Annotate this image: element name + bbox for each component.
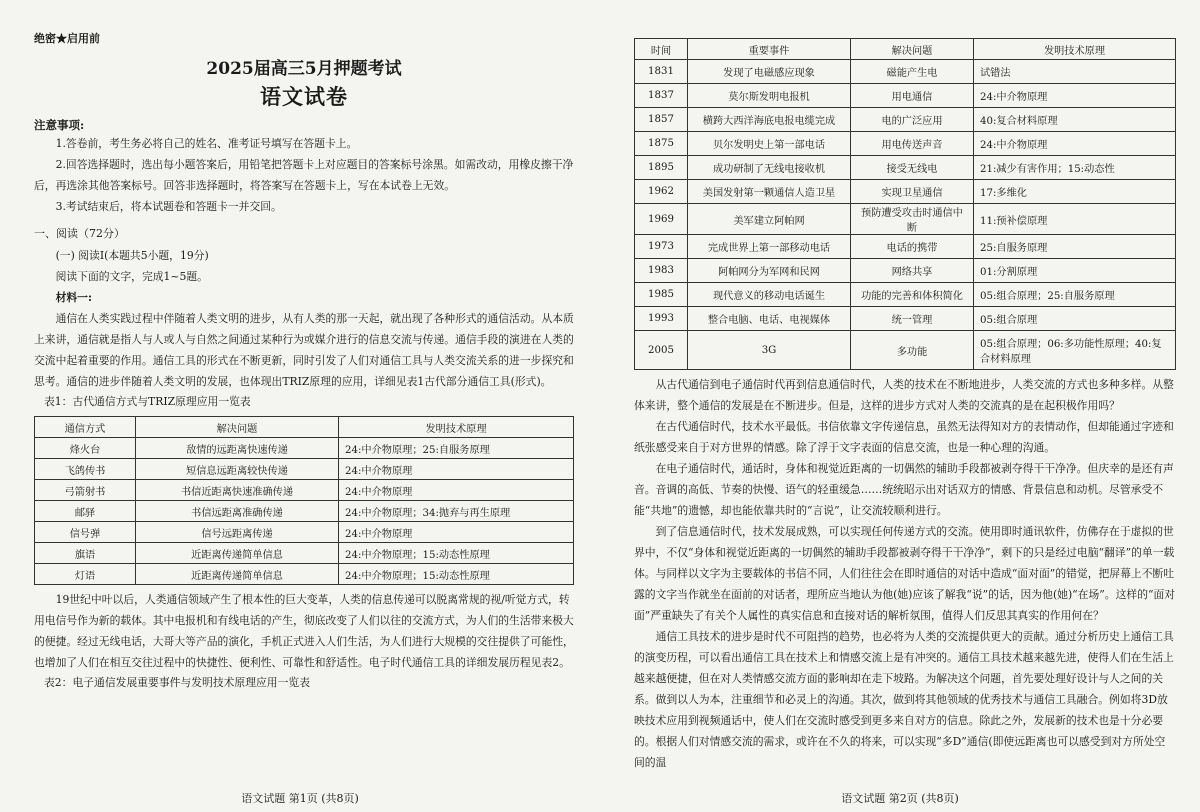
paragraph: 通信工具技术的进步是时代不可阻挡的趋势，也必将为人类的交流提供更大的贡献。通过分析历史上通信工具的演变历程，可以看出通信工具在技术上和情感交流上是有冲突的。通信工具技术越来越先进，使得人们在生活上越来越便捷，但在对人类情感交流方面的影响却在走下坡路。为解决这个问题，首先要处理好设计与人之间的关系。做到以人为本，注重细节和必灵上的沟通。其次，做到将其他领域的优秀技术与通信工具融合。例如将3D放映技术应用到视频通话中，使人们在交流时感受到更多来自对方的信息。除此之外，发展新的技术也是十分必要的。根据人们对情感交流的需求，或许在不久的将来，可以实现“多D”通信(即使远距离也可以感受到对方所处空间的温: [634, 630, 1174, 769]
table-cell: 多功能: [851, 331, 974, 370]
table-cell: 完成世界上第一部移动电话: [688, 235, 851, 259]
paragraph: 在电子通信时代，通话时，身体和视觉近距离的一切偶然的辅助手段都被剥夺得干干净净。但庆幸的是还有声音。音调的高低、节奏的快慢、语气的轻重缓急……统统昭示出对话双方的情感、背景信息和动机。尽管承受不能“共地”的遗憾，却也能依靠共时的“言说”，让交流较顺利进行。: [634, 462, 1174, 517]
table-row: [635, 132, 1176, 156]
table-cell: 接受无线电: [851, 156, 974, 180]
table-cell: 1973: [635, 235, 688, 259]
paragraph: 从古代通信到电子通信时代再到信息通信时代，人类的技术在不断地进步，人类交流的方式也多种多样。从整体来讲，整个通信的发展是在不断进步。但是，这样的进步方式对人类的交流真的是在起积极作用吗？: [634, 378, 1174, 412]
table-cell: 1875: [635, 132, 688, 156]
table-cell: 预防遭受攻击时通信中断: [851, 204, 974, 235]
instruction: 阅读下面的文字，完成1~5题。: [55, 270, 208, 283]
notes-title: 注意事项:: [34, 118, 85, 132]
table-cell: 实现卫星通信: [851, 180, 974, 204]
table-cell: 信号弹: [35, 522, 136, 543]
exam-subject: 语文试卷: [260, 84, 348, 109]
page-footer: 语文试题 第2页 (共8页): [841, 792, 959, 805]
table-cell: 烽火台: [35, 438, 136, 459]
table-header: 解决问题: [136, 417, 339, 438]
table-row: [35, 543, 574, 564]
table-cell: 电话的携带: [851, 235, 974, 259]
table-cell: 24:中介物原理: [974, 132, 1176, 156]
table-row: [35, 522, 574, 543]
table-cell: 现代意义的移动电话诞生: [688, 283, 851, 307]
paragraph: 在古代通信时代，技术水平最低。书信依靠文字传递信息，虽然无法得知对方的表情动作，但却能通过字迹和纸张感受来自于对方世界的情感。除了浮于文字表面的信息交流，也是一种心理的沟通。: [634, 420, 1174, 454]
table-cell: 1837: [635, 84, 688, 108]
table-cell: 1831: [635, 60, 688, 84]
table-cell: 24:中介物原理；15:动态性原理: [339, 564, 574, 585]
table-cell: 01:分割原理: [974, 259, 1176, 283]
table-cell: 书信远距离准确传递: [136, 501, 339, 522]
table1-caption: 表1：古代通信方式与TRIZ原理应用一览表: [44, 395, 251, 408]
table-cell: 25:自服务原理: [974, 235, 1176, 259]
table-cell: 11:预补偿原理: [974, 204, 1176, 235]
table-cell: 1969: [635, 204, 688, 235]
note-item: 2.回答选择题时，选出每小题答案后，用铅笔把答题卡上对应题目的答案标号涂黑。如需改动，用橡皮擦干净后，再选涂其他答案标号。回答非选择题时，将答案写在答题卡上，写在本试卷上无效。: [34, 158, 574, 192]
paragraph: 19世纪中叶以后，人类通信领域产生了根本性的巨大变革，人类的信息传递可以脱离常规的视/听觉方式，转用电信号作为新的载体。其中电报机和有线电话的产生，彻底改变了人们以往的交流方式，为人们的生活带来极大的便捷。经过无线电话，大哥大等产品的演化，手机正式进入人们生活，为人们进行大规模的交往提供了可能性，也增加了人们在相互交往过程中的快捷性、便利性、可靠性和舒适性。电子时代通信工具的详细发展历程见表2。: [34, 593, 574, 669]
note-item: 3.考试结束后，将本试题卷和答题卡一并交回。: [55, 200, 282, 213]
table-header: 通信方式: [35, 417, 136, 438]
table-row: [635, 307, 1176, 331]
table1: [34, 416, 574, 585]
table-cell: 发现了电磁感应现象: [688, 60, 851, 84]
table-cell: 短信息远距离较快传递: [136, 459, 339, 480]
table-cell: 功能的完善和体积简化: [851, 283, 974, 307]
table-cell: 美国发射第一颗通信人造卫星: [688, 180, 851, 204]
table-cell: 近距离传递简单信息: [136, 543, 339, 564]
table-header-row: [635, 39, 1176, 60]
table-cell: 用电传送声音: [851, 132, 974, 156]
table-cell: 05:组合原理；25:自服务原理: [974, 283, 1176, 307]
table-cell: 21:减少有害作用；15:动态性: [974, 156, 1176, 180]
table-cell: 横跨大西洋海底电报电缆完成: [688, 108, 851, 132]
table-cell: 统一管理: [851, 307, 974, 331]
table-row: [35, 459, 574, 480]
table-cell: 1895: [635, 156, 688, 180]
table-cell: 24:中介物原理: [339, 459, 574, 480]
table-row: [635, 60, 1176, 84]
table-row: [635, 84, 1176, 108]
table-cell: 近距离传递简单信息: [136, 564, 339, 585]
table-header: 时间: [635, 39, 688, 60]
table-cell: 05:组合原理: [974, 307, 1176, 331]
table-row: [635, 156, 1176, 180]
table-cell: 飞鸽传书: [35, 459, 136, 480]
table-header-row: [35, 417, 574, 438]
table-cell: 敌情的远距离快速传递: [136, 438, 339, 459]
confidential-mark: 绝密★启用前: [34, 32, 100, 45]
subsection-title: (一) 阅读Ⅰ(本题共5小题，19分): [55, 249, 209, 262]
table-header: 发明技术原理: [339, 417, 574, 438]
table-cell: 磁能产生电: [851, 60, 974, 84]
paragraph: 通信在人类实践过程中伴随着人类文明的进步，从有人类的那一天起，就出现了各种形式的通信活动。从本质上来讲，通信就是指人与人或人与自然之间通过某种行为或媒介进行的信息交流与传递。通信手段的演进在人类的交流中起着重要的作用。通信工具的形式在不断更新，同时引发了人们对通信工具与人类交流关系的进一步探究和思考。通信的进步伴随着人类文明的发展，也体现出TRIZ原理的应用，详细见表1古代部分通信工具(形式)。: [34, 312, 574, 388]
exam-title: 2025届高三5月押题考试: [206, 59, 402, 79]
table-cell: 24:中介物原理；25:自服务原理: [339, 438, 574, 459]
page-2: [600, 0, 1200, 812]
table-cell: 灯语: [35, 564, 136, 585]
table-cell: 信号远距离传递: [136, 522, 339, 543]
table-row: [35, 438, 574, 459]
table-cell: 弓箭射书: [35, 480, 136, 501]
table-cell: 用电通信: [851, 84, 974, 108]
material-label: 材料一:: [55, 291, 92, 304]
table-row: [635, 204, 1176, 235]
table-cell: 17:多维化: [974, 180, 1176, 204]
table-cell: 旗语: [35, 543, 136, 564]
table-cell: 24:中介物原理；15:动态性原理: [339, 543, 574, 564]
table-cell: 阿帕网分为军网和民网: [688, 259, 851, 283]
section-title: 一、阅读（72分）: [34, 227, 125, 240]
table-cell: 试错法: [974, 60, 1176, 84]
table-cell: 3G: [688, 331, 851, 370]
table-row: [635, 259, 1176, 283]
table-cell: 整合电脑、电话、电视媒体: [688, 307, 851, 331]
table-cell: 24:中介物原理: [339, 522, 574, 543]
table-cell: 1857: [635, 108, 688, 132]
table-cell: 邮驿: [35, 501, 136, 522]
table-row: [35, 564, 574, 585]
table-row: [635, 283, 1176, 307]
table-row: [35, 480, 574, 501]
table-cell: 2005: [635, 331, 688, 370]
table-cell: 贝尔发明史上第一部电话: [688, 132, 851, 156]
table-cell: 24:中介物原理: [974, 84, 1176, 108]
table-cell: 40:复合材料原理: [974, 108, 1176, 132]
table-row: [635, 235, 1176, 259]
page-footer: 语文试题 第1页 (共8页): [241, 792, 359, 805]
table-cell: 美军建立阿帕网: [688, 204, 851, 235]
table-cell: 成功研制了无线电接收机: [688, 156, 851, 180]
table-cell: 1983: [635, 259, 688, 283]
table-cell: 网络共享: [851, 259, 974, 283]
table-cell: 24:中介物原理: [339, 480, 574, 501]
note-item: 1.答卷前，考生务必将自己的姓名、准考证号填写在答题卡上。: [55, 137, 358, 150]
table-cell: 莫尔斯发明电报机: [688, 84, 851, 108]
table-row: [635, 108, 1176, 132]
table-header: 解决问题: [851, 39, 974, 60]
table-cell: 1993: [635, 307, 688, 331]
table-cell: 05:组合原理；06:多功能性原理；40:复合材料原理: [974, 331, 1176, 370]
table-cell: 1985: [635, 283, 688, 307]
table-cell: 24:中介物原理；34:抛弃与再生原理: [339, 501, 574, 522]
table-cell: 电的广泛应用: [851, 108, 974, 132]
table-row: [35, 501, 574, 522]
table-cell: 1962: [635, 180, 688, 204]
table2: [634, 38, 1176, 370]
table2-caption: 表2：电子通信发展重要事件与发明技术原理应用一览表: [44, 676, 310, 689]
table-row: [635, 180, 1176, 204]
table-header: 发明技术原理: [974, 39, 1176, 60]
table-cell: 书信近距离快速准确传递: [136, 480, 339, 501]
table-row: [635, 331, 1176, 370]
paragraph: 到了信息通信时代，技术发展成熟，可以实现任何传递方式的交流。使用即时通讯软件，仿佛存在于虚拟的世界中，不仅“身体和视觉近距离的一切偶然的辅助手段都被剥夺得干干净净”，剩下的只是经过电脑“翻译”的单一载体。与同样以文字为主要载体的书信不同，人们往往会在即时通信的对话中造成“面对面”的错觉，把屏幕上不断吐露的文字当作就坐在面前的对话者，理所应当地认为他(她)应该了解我“说”的话，因为他(她)“在场”。这样的“面对面”严重缺失了有关个人属性的真实信息和直接对话的解析氛围，值得人们反思其真实的作用何在？: [634, 525, 1176, 622]
table-header: 重要事件: [688, 39, 851, 60]
